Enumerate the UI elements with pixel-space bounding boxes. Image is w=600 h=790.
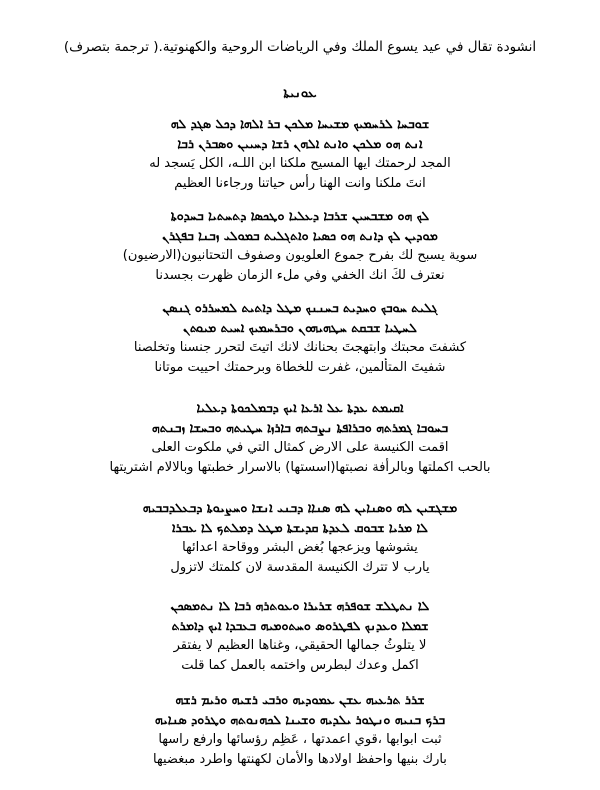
- arabic-line: بالحب اكملتها وبالرأفة نصبتها(اسستها) بالاسرار خطبتها وبالالام اشتريتها: [109, 460, 491, 475]
- syriac-line: ܠܐ ܢܬܛܠܫ ܫܘܦܪܗ ܫܪܝܪܐ ܘܥܘܬܪܗ ܪܒܐ ܠܐ ܢܬܡܣܟܢ: [170, 598, 430, 613]
- syriac-line: ܫܡܠܐ ܘܥܕܢܟ ܠܦܛܪܘܣ ܘܚܬܘܡܝܗ ܒܥܒܕܐ ܐܝܟ ܕܐܡܪܬ: [171, 618, 429, 633]
- syriac-line: ܡܘܕܝܢ ܠܟ ܕܐܢܬ ܗܘ ܟܣܝܐ ܘܐܬܓܠܝܬ ܒܡܘܠܝ ܙܒܢܐ ܒܦܓܪܢ: [162, 228, 438, 243]
- syriac-line: ܒܪܟ ܒܢܝܗ ܘܢܛܘܪ ܝܠܕܝܗ ܘܫܝܢܐ ܠܟܗܢܘܬܗ ܘܛܪܘܕ ܣܢܐܝܗ: [154, 712, 446, 727]
- syriac-line: ܫܪܪ ܬܪܥܝܗ ܥܫܢ ܥܡܘܕܝܗ ܘܪܒܝ ܪܫܝܗ ܘܪܝܡ ܪܫܗ: [175, 692, 425, 707]
- stanza-3: [20, 298, 580, 378]
- arabic-line: يشوشها ويزعجها بُغض البشر ووقاحة اعدائها: [182, 540, 418, 555]
- stanza-6: [20, 596, 580, 676]
- arabic-line: انتَ ملكنا وانت الهنا رأس حياتنا ورجاءنا العظيم: [174, 176, 426, 191]
- syriac-line: ܐܩܝܡܬ ܥܕܬܐ ܥܠ ܐܪܥܐ ܐܝܟ ܕܒܡܠܟܘܬܐ ܕܥܠܝܐ: [196, 400, 404, 415]
- syriac-line: ܫܘܒܚܐ ܠܪܚܡܝܟ ܡܫܝܚܐ ܡܠܟܢ ܒܪ ܐܠܗܐ ܕܟܠ ܣܓܕ ܠܗ: [170, 116, 430, 131]
- arabic-line: اقمت الكنيسة على الارض كمثال التي في ملكوت العلى: [151, 440, 449, 455]
- stanza-2: [20, 206, 580, 286]
- syriac-line: ܠܟ ܗܘ ܡܫܒܚܝܢ ܫܪܒܐ ܕܥܠܝܐ ܘܛܟܣܐ ܕܬܚܬܝܐ ܒܚܕܘܬܐ: [170, 208, 430, 223]
- arabic-line: شفيتَ المتألمين، غفرت للخطاة وبرحمتك احييت موتانا: [154, 360, 446, 375]
- arabic-line: نعترف لكَ انك الخفي وفي ملء الزمان ظهرت بجسدنا: [155, 268, 445, 283]
- syriac-line: ܐܢܬ ܗܘ ܡܠܟܢ ܘܐܢܬ ܐܠܗܢ ܪܫܐ ܕܚܝܝܢ ܘܣܒܪܢ ܪܒܐ: [177, 136, 423, 151]
- stanza-7: [20, 690, 580, 770]
- syriac-heading: ܥܘܢܝܬܐ: [283, 86, 317, 101]
- arabic-line: ثبت ابوابها ،قوي اعمدتها ، عَظِم رؤسائها وارفع راسها: [158, 732, 442, 747]
- stanza-4: [20, 398, 580, 478]
- arabic-line: اكمل وعدك لبطرس واختمه بالعمل كما قلت: [181, 658, 419, 673]
- arabic-line: يارب لا تترك الكنيسة المقدسة لان كلمتك لاتزول: [170, 560, 430, 575]
- syriac-line: ܓܠܝܬ ܚܘܒܟ ܘܚܕܝܬ ܒܚܢܢܟ ܡܛܠ ܕܐܬܝܬ ܠܡܚܪܪܘ ܓܢܣܢ: [162, 300, 438, 315]
- arabic-line: بارك بنيها واحفظ اولادها والأمان لكهنتها واطرد مبغضيها: [153, 752, 447, 767]
- syriac-line: ܒܚܘܒܐ ܓܡܪܬܗ ܘܒܪܐܦܬܐ ܢܨܒܬܗ ܒܐܪܙܐ ܚܛܝܬܗ ܘܒܚܫܐ ܙܒܢܬܗ: [151, 420, 449, 435]
- syriac-line: ܡܫܓܫܝܢ ܠܗ ܘܣܢܐܝܢ ܠܗ ܣܢܐܐ ܕܒܢܝ ܐܢܫܐ ܘܚܨܝܘܬܐ ܕܒܥܠܕܒܒܝܗ: [142, 500, 458, 515]
- document-title: انشودة تقال في عيد يسوع الملك وفي الرياضات الروحية والكهنوتية.( ترجمة بتصرف): [63, 39, 537, 55]
- arabic-line: سوية يسبح لك بفرح جموع العلويون وصفوف التحتانيون(الارضيون): [122, 248, 478, 263]
- stanza-1: [20, 114, 580, 194]
- arabic-line: لا يتلوثُ جمالها الحقيقي، وغناها العظيم لا يفتقر: [173, 638, 427, 653]
- stanza-5: [20, 498, 580, 578]
- arabic-line: المجد لرحمتك ايها المسيح ملكنا ابن اللـه، الكل يَسجد له: [149, 156, 451, 171]
- syriac-line: ܠܐ ܡܪܝܐ ܫܒܘܩ ܠܥܕܬܐ ܩܕܝܫܬܐ ܡܛܠ ܕܡܠܬܟ ܠܐ ܥܒܪܐ: [172, 520, 428, 535]
- syriac-line: ܠܚܛܝܐ ܫܒܩܬ ܚܛܗܝܗܘܢ ܘܒܪܚܡܝܟ ܐܚܝܬ ܡܝܘܬܢ: [183, 320, 417, 335]
- arabic-line: كشفتَ محبتك وابتهجتَ بحنانك لانك اتيتَ لتحرر جنسنا وتخلصنا: [133, 340, 467, 355]
